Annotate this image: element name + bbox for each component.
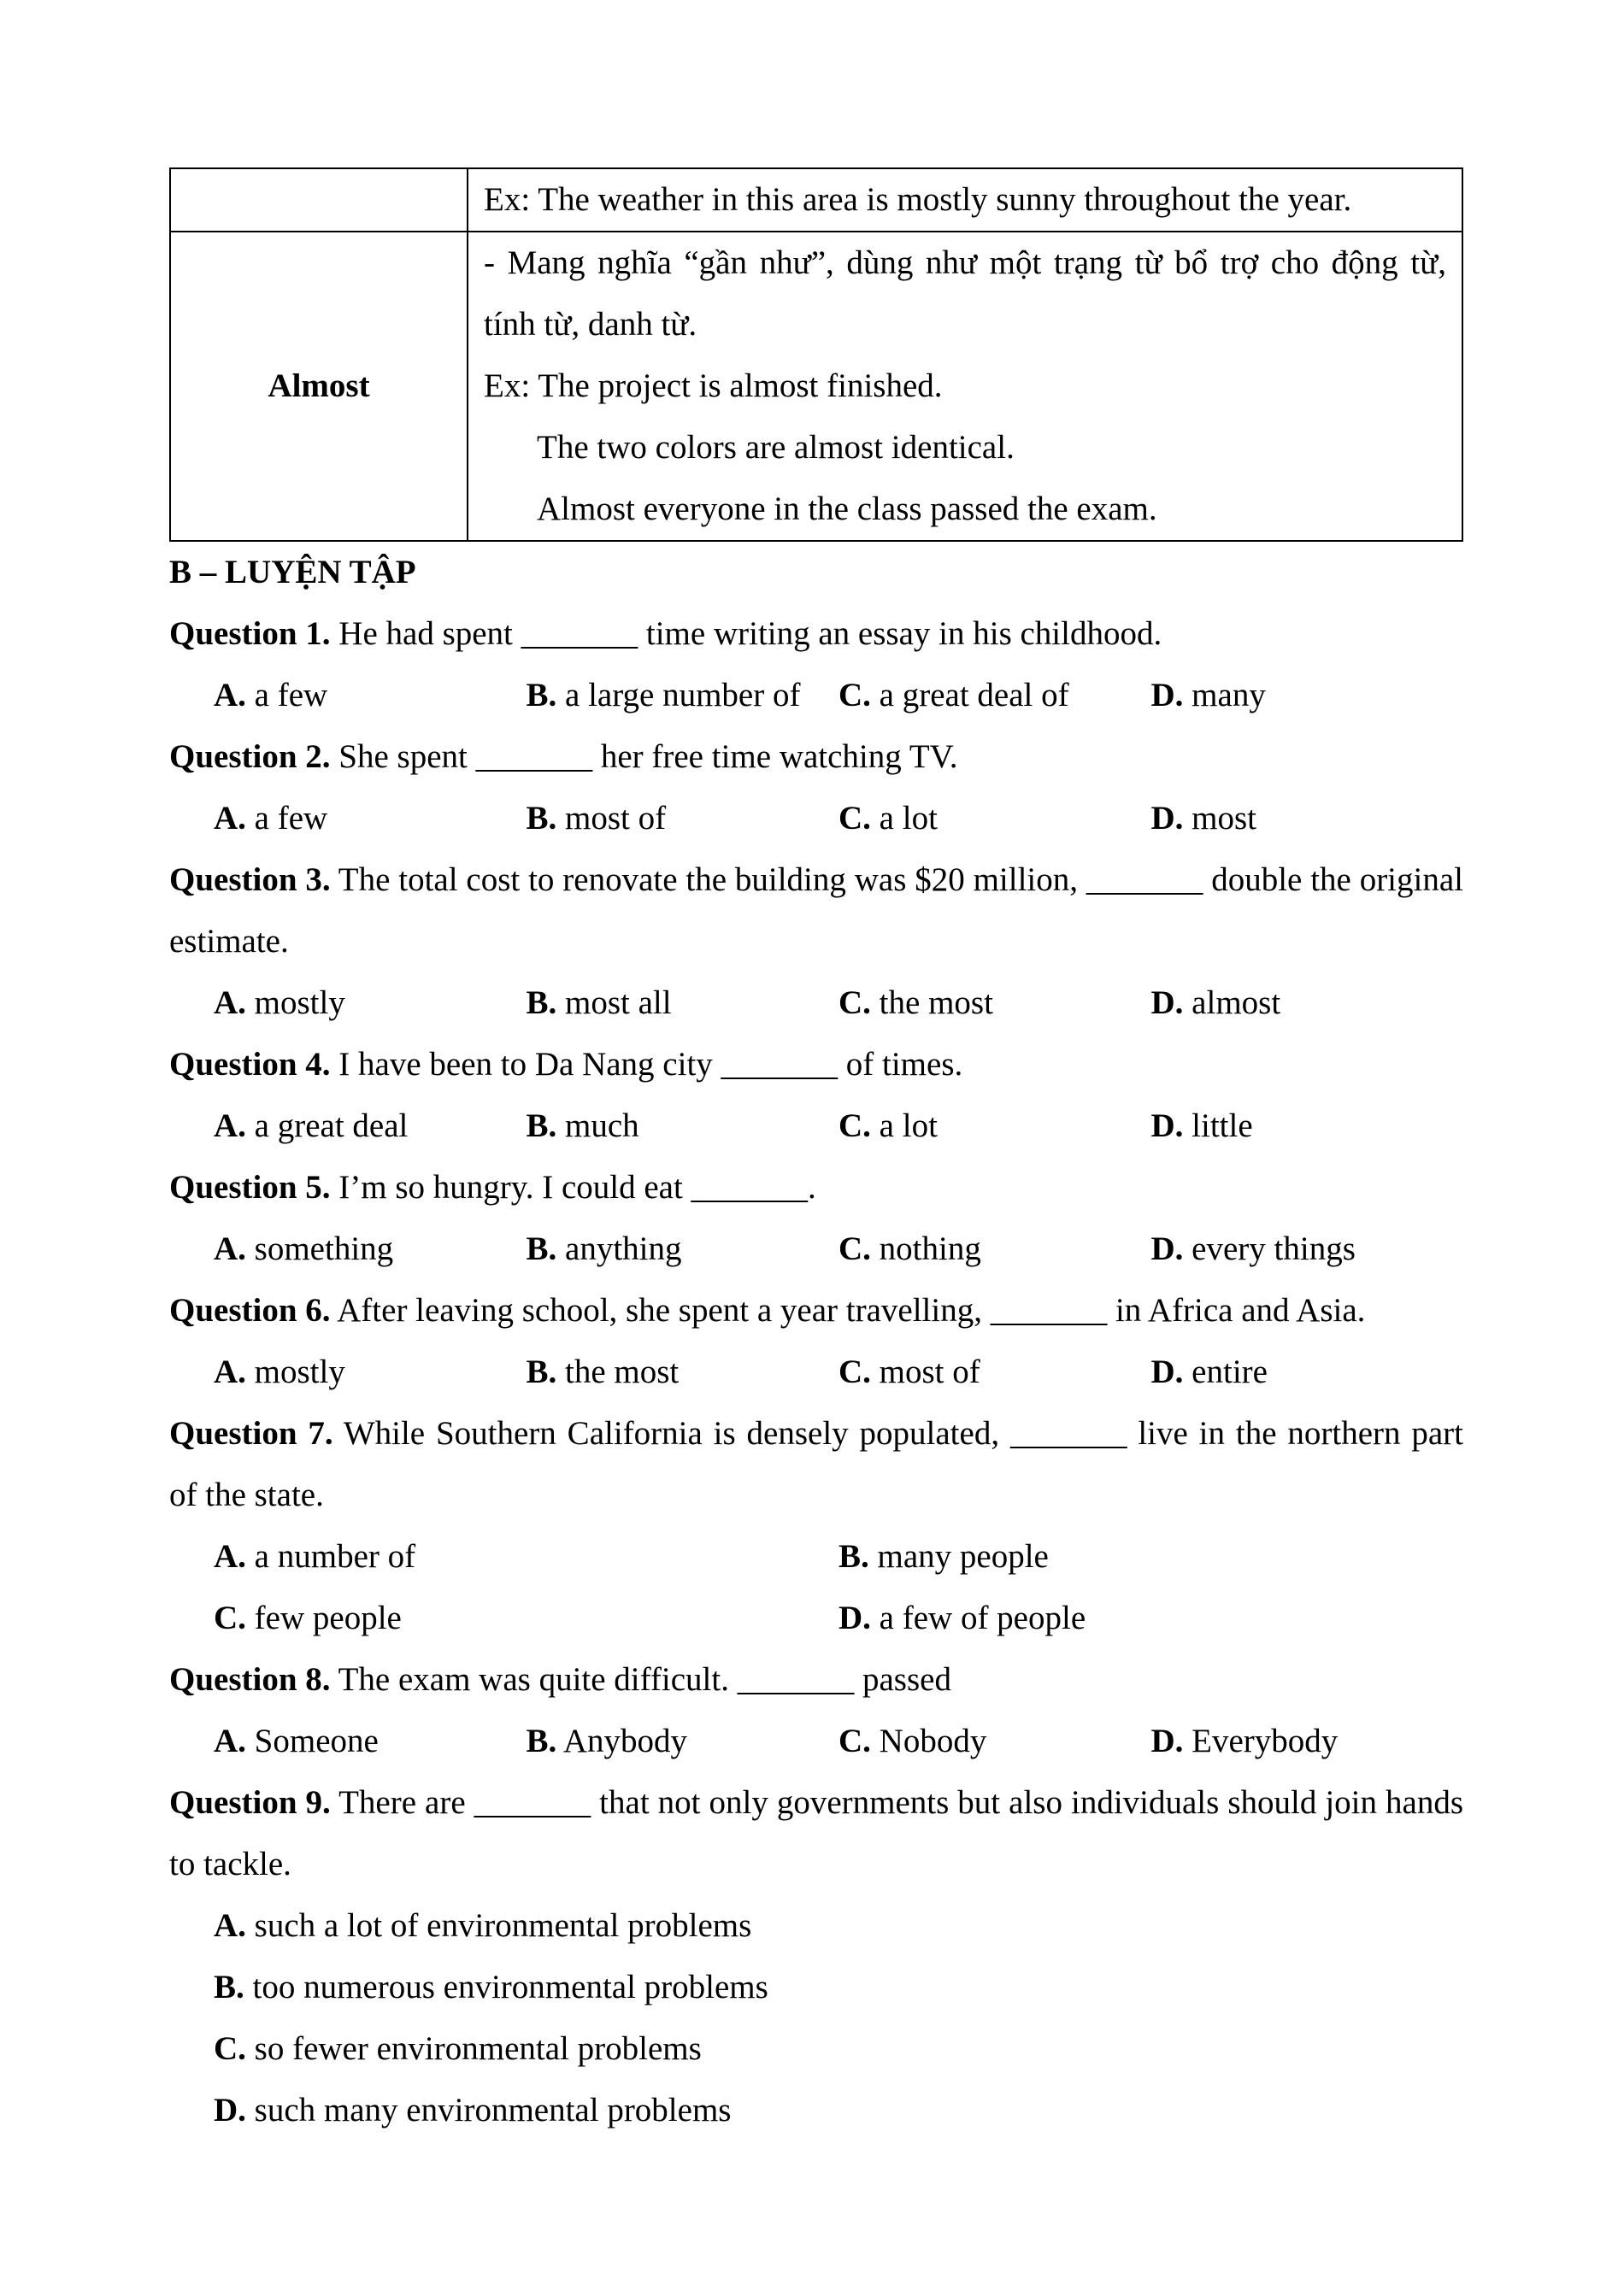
option-text: almost — [1192, 984, 1281, 1021]
question-stem — [169, 603, 1463, 665]
answer-option-c[interactable] — [838, 665, 1151, 726]
answer-option-d[interactable] — [169, 2080, 1463, 2141]
answer-option-d[interactable] — [1151, 665, 1464, 726]
answer-option-c[interactable] — [169, 2018, 1463, 2080]
option-letter: D. — [838, 1600, 871, 1636]
option-text: many — [1192, 677, 1266, 713]
answer-options — [169, 665, 1463, 726]
option-text: a lot — [879, 1107, 938, 1144]
option-text: mostly — [254, 1354, 345, 1390]
option-letter: A. — [214, 1230, 246, 1267]
question-text: She spent _______ her free time watching TV. — [338, 738, 958, 775]
question-label: Question 7. — [169, 1415, 333, 1452]
question-text: The total cost to renovate the building was $20 million, _______ double the original estimate. — [169, 861, 1464, 960]
answer-options — [169, 1095, 1463, 1157]
option-text: a few — [254, 800, 328, 837]
question-block — [169, 1280, 1463, 1403]
question-stem — [169, 1157, 1463, 1218]
option-letter: B. — [214, 1969, 244, 2005]
example-sentence: Ex: The project is almost finished. — [484, 367, 943, 404]
answer-option-c[interactable] — [838, 788, 1151, 849]
grammar-table — [169, 167, 1463, 542]
question-stem — [169, 1772, 1463, 1895]
term-cell: Almost — [170, 232, 468, 541]
option-letter: D. — [1150, 1723, 1184, 1759]
option-letter: C. — [838, 1107, 871, 1144]
answer-options — [169, 1342, 1463, 1403]
question-text: The exam was quite difficult. _______ passed — [338, 1661, 951, 1698]
option-letter: A. — [214, 984, 246, 1021]
option-letter: D. — [214, 2092, 246, 2129]
option-text: a great deal — [254, 1107, 409, 1144]
option-letter: C. — [838, 677, 871, 713]
option-letter: B. — [838, 1538, 869, 1575]
question-stem — [169, 849, 1463, 972]
answer-option-b[interactable] — [527, 1711, 839, 1772]
option-letter: A. — [214, 1107, 246, 1144]
question-block — [169, 726, 1463, 849]
option-letter: A. — [214, 1723, 246, 1759]
definition-text: - Mang nghĩa “gần như”, dùng như một trạng từ bổ trợ cho động từ, tính từ, danh từ. — [484, 244, 1446, 343]
question-label: Question 9. — [169, 1784, 331, 1821]
answer-option-a[interactable] — [214, 1711, 527, 1772]
question-stem — [169, 1034, 1463, 1095]
answer-option-a[interactable] — [214, 1095, 527, 1157]
answer-option-a[interactable] — [214, 1218, 527, 1280]
option-text: little — [1192, 1107, 1253, 1144]
answer-option-c[interactable] — [838, 972, 1151, 1034]
answer-options — [169, 1218, 1463, 1280]
option-text: much — [565, 1107, 639, 1144]
example-sentence: The two colors are almost identical. — [537, 429, 1015, 466]
question-block — [169, 1403, 1463, 1649]
option-text: mostly — [254, 984, 345, 1021]
answer-option-a[interactable] — [214, 1342, 527, 1403]
option-text: the most — [879, 984, 993, 1021]
answer-options — [169, 788, 1463, 849]
question-block — [169, 849, 1463, 1034]
answer-options — [169, 1588, 1463, 1649]
question-block — [169, 1649, 1463, 1772]
explanation-cell — [468, 232, 1462, 541]
answer-option-b[interactable] — [527, 788, 839, 849]
option-text: most — [1192, 800, 1257, 837]
answer-options — [169, 1711, 1463, 1772]
example-sentence: Ex: The weather in this area is mostly sunny throughout the year. — [484, 181, 1352, 218]
option-text: a few — [254, 677, 328, 713]
option-text: Someone — [254, 1723, 379, 1759]
question-label: Question 4. — [169, 1046, 331, 1083]
question-label: Question 6. — [169, 1292, 331, 1329]
answer-option-d[interactable] — [1151, 1218, 1464, 1280]
question-block — [169, 1157, 1463, 1280]
option-letter: C. — [214, 2030, 246, 2067]
option-letter: C. — [838, 1230, 871, 1267]
answer-option-c[interactable] — [838, 1095, 1151, 1157]
explanation-cell — [468, 168, 1462, 232]
answer-options — [169, 972, 1463, 1034]
question-block — [169, 1772, 1463, 2141]
answer-option-b[interactable] — [527, 1342, 839, 1403]
section-title: B – LUYỆN TẬP — [169, 554, 416, 590]
option-text: most all — [565, 984, 672, 1021]
option-text: Anybody — [562, 1723, 688, 1759]
option-letter: D. — [1150, 1354, 1184, 1390]
question-label: Question 1. — [169, 615, 331, 652]
answer-option-b[interactable] — [169, 1957, 1463, 2018]
option-letter: B. — [526, 984, 557, 1021]
option-text: Nobody — [879, 1723, 987, 1759]
question-stem — [169, 1280, 1463, 1342]
question-text: I’m so hungry. I could eat _______. — [338, 1169, 816, 1206]
answer-option-c[interactable] — [838, 1218, 1151, 1280]
option-text: such many environmental problems — [254, 2092, 732, 2129]
option-letter: D. — [1150, 677, 1184, 713]
option-text: every things — [1192, 1230, 1356, 1267]
question-stem — [169, 1403, 1463, 1526]
answer-option-a[interactable] — [214, 972, 527, 1034]
option-letter: C. — [838, 800, 871, 837]
answer-option-a[interactable] — [214, 788, 527, 849]
answer-option-b[interactable] — [838, 1526, 1463, 1588]
answer-option-a[interactable] — [214, 1526, 838, 1588]
option-letter: C. — [838, 1723, 871, 1759]
answer-option-b[interactable] — [527, 1218, 839, 1280]
answer-option-c[interactable] — [838, 1711, 1151, 1772]
option-letter: D. — [1150, 984, 1184, 1021]
table-row — [170, 232, 1462, 541]
example-sentence: Almost everyone in the class passed the exam. — [537, 490, 1157, 527]
answer-option-a[interactable] — [169, 1895, 1463, 1957]
answer-option-d[interactable] — [1151, 1342, 1464, 1403]
table-row — [170, 168, 1462, 232]
question-label: Question 5. — [169, 1169, 331, 1206]
answer-options — [169, 1526, 1463, 1588]
option-text: the most — [565, 1354, 680, 1390]
question-text: He had spent _______ time writing an essay in his childhood. — [338, 615, 1162, 652]
answer-option-b[interactable] — [527, 1095, 839, 1157]
answer-option-d[interactable] — [1151, 972, 1464, 1034]
answer-option-a[interactable] — [214, 665, 527, 726]
option-text: a few of people — [879, 1600, 1086, 1636]
option-letter: B. — [526, 677, 557, 713]
option-text: a great deal of — [879, 677, 1069, 713]
option-letter: C. — [838, 984, 871, 1021]
question-text: There are _______ that not only governments but also individuals should join hands to tackle. — [169, 1784, 1464, 1882]
option-letter: D. — [1150, 800, 1184, 837]
option-letter: B. — [526, 1230, 557, 1267]
option-text: a large number of — [565, 677, 801, 713]
option-letter: B. — [526, 800, 557, 837]
option-text: anything — [565, 1230, 682, 1267]
answer-option-d[interactable] — [1151, 1095, 1464, 1157]
option-text: something — [254, 1230, 394, 1267]
option-text: many people — [877, 1538, 1049, 1575]
option-text: entire — [1192, 1354, 1268, 1390]
option-text: nothing — [879, 1230, 981, 1267]
option-text: Everybody — [1192, 1723, 1339, 1759]
option-text: a lot — [879, 800, 938, 837]
option-letter: D. — [1150, 1230, 1184, 1267]
question-block — [169, 1034, 1463, 1157]
question-text: After leaving school, she spent a year travelling, _______ in Africa and Asia. — [337, 1292, 1366, 1329]
option-letter: D. — [1150, 1107, 1184, 1144]
question-label: Question 8. — [169, 1661, 331, 1698]
question-stem — [169, 1649, 1463, 1711]
option-text: such a lot of environmental problems — [254, 1907, 752, 1944]
option-letter: B. — [526, 1723, 557, 1759]
answer-option-b[interactable] — [527, 665, 839, 726]
option-letter: B. — [526, 1354, 557, 1390]
option-letter: A. — [214, 800, 246, 837]
question-label: Question 2. — [169, 738, 331, 775]
option-letter: B. — [526, 1107, 557, 1144]
answer-option-d[interactable] — [1151, 788, 1464, 849]
option-letter: C. — [214, 1600, 246, 1636]
question-text: I have been to Da Nang city _______ of times. — [338, 1046, 963, 1083]
term-cell — [170, 168, 468, 232]
option-letter: A. — [214, 1354, 246, 1390]
option-text: most of — [879, 1354, 980, 1390]
answer-option-c[interactable] — [214, 1588, 838, 1649]
option-letter: A. — [214, 1907, 246, 1944]
option-letter: C. — [838, 1354, 871, 1390]
question-label: Question 3. — [169, 861, 331, 898]
option-text: most of — [565, 800, 667, 837]
option-text: few people — [254, 1600, 402, 1636]
answer-option-c[interactable] — [838, 1342, 1151, 1403]
answer-option-b[interactable] — [527, 972, 839, 1034]
question-block — [169, 603, 1463, 726]
answer-option-d[interactable] — [1151, 1711, 1464, 1772]
question-stem — [169, 726, 1463, 788]
question-text: While Southern California is densely populated, _______ live in the northern part of the state. — [169, 1415, 1464, 1513]
option-text: a number of — [254, 1538, 416, 1575]
option-letter: A. — [214, 1538, 246, 1575]
document-page — [169, 167, 1463, 2141]
option-text: too numerous environmental problems — [252, 1969, 768, 2005]
option-text: so fewer environmental problems — [254, 2030, 702, 2067]
answer-option-d[interactable] — [838, 1588, 1463, 1649]
option-letter: A. — [214, 677, 246, 713]
